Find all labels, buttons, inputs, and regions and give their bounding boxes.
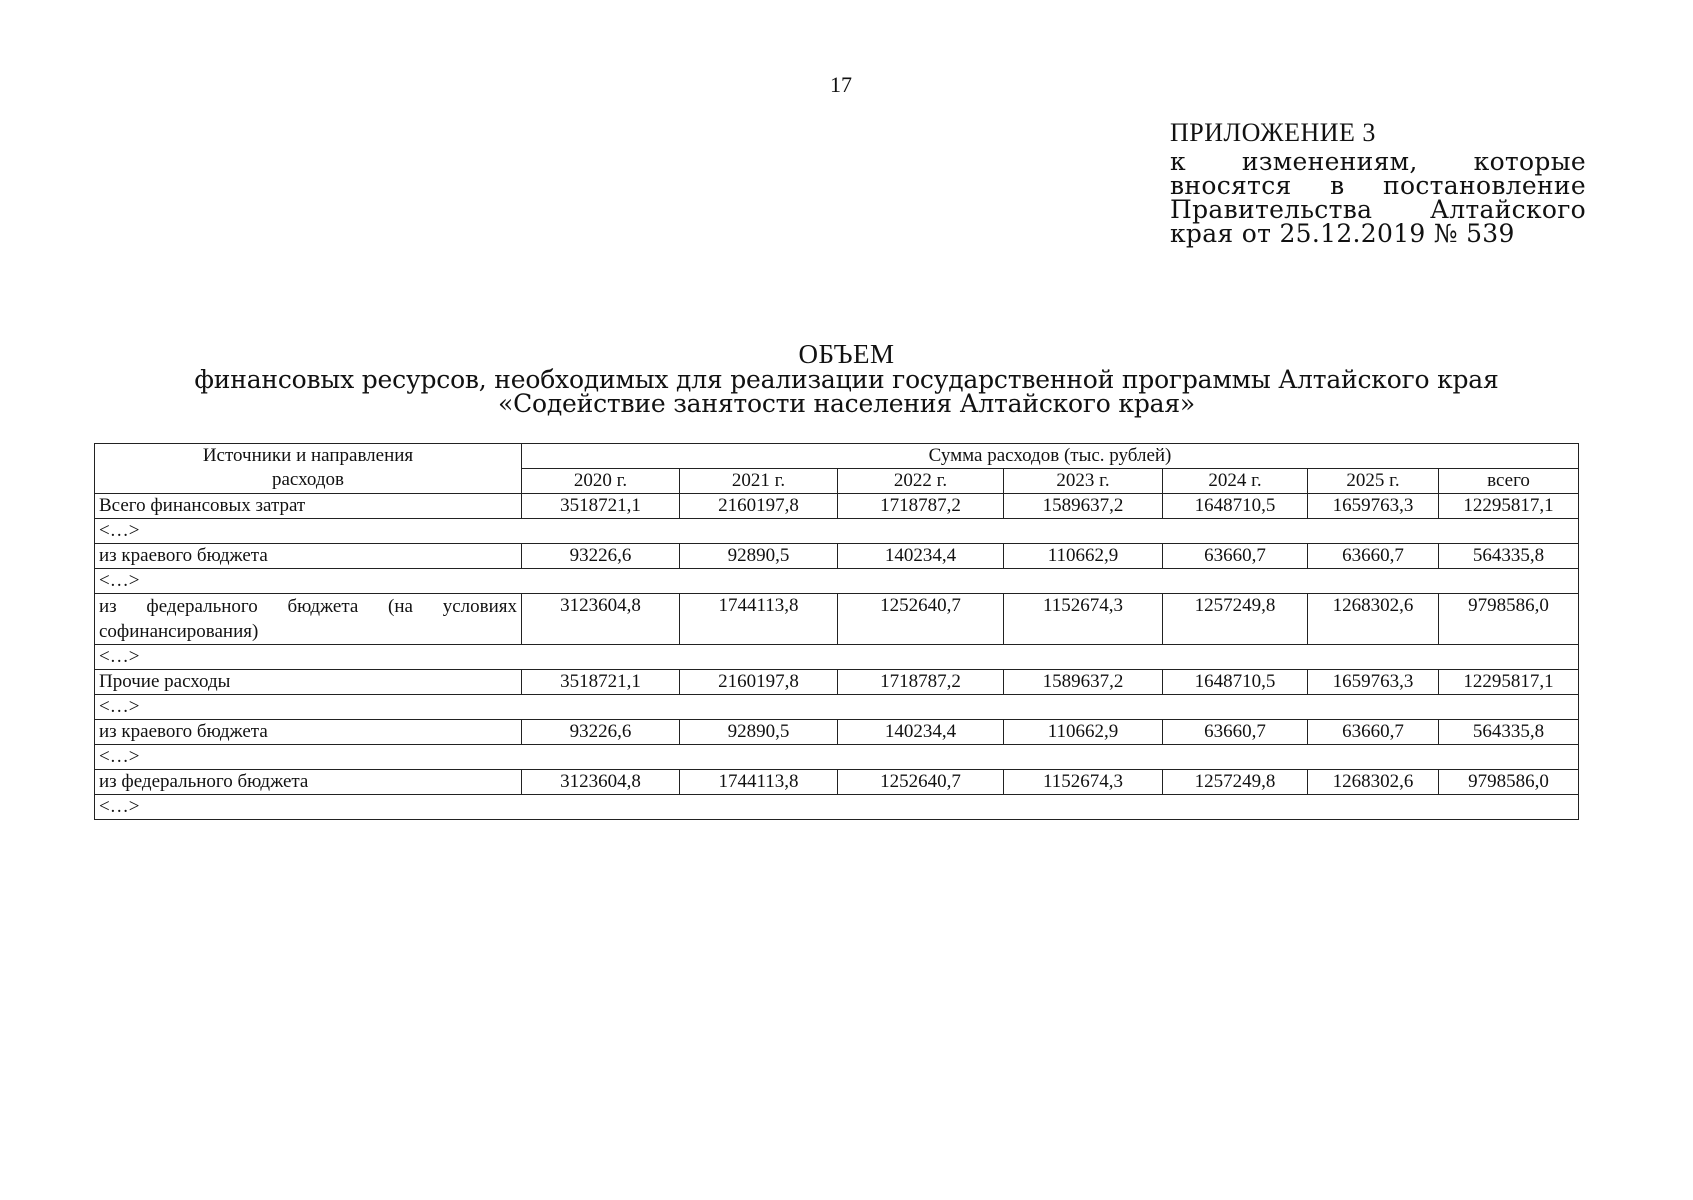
table-cell: 1268302,6 — [1308, 770, 1439, 795]
ellipsis-cell: <…> — [95, 569, 1579, 594]
table-cell: 1659763,3 — [1308, 494, 1439, 519]
row-label: из федерального бюджета (на условиях софинансирования) — [95, 594, 522, 645]
ellipsis-row — [95, 569, 1579, 594]
table-cell: 12295817,1 — [1439, 670, 1579, 695]
table-row — [95, 594, 1579, 645]
year-header: 2025 г. — [1308, 469, 1439, 494]
table-cell: 3123604,8 — [522, 594, 680, 645]
table-row — [95, 720, 1579, 745]
appendix-title: ПРИЛОЖЕНИЕ 3 — [1170, 118, 1376, 147]
table-cell: 1718787,2 — [838, 494, 1004, 519]
table-row — [95, 670, 1579, 695]
source-header-line-2: расходов — [272, 469, 344, 490]
table-cell: 93226,6 — [522, 720, 680, 745]
year-header: 2022 г. — [838, 469, 1004, 494]
year-header: 2021 г. — [680, 469, 838, 494]
table-cell: 9798586,0 — [1439, 770, 1579, 795]
ellipsis-row — [95, 519, 1579, 544]
ellipsis-row — [95, 795, 1579, 820]
heading-line-1: финансовых ресурсов, необходимых для реализации государственной программы Алтайского края — [194, 365, 1499, 394]
table-cell: 2160197,8 — [680, 494, 838, 519]
year-header: 2024 г. — [1163, 469, 1308, 494]
table-cell: 1648710,5 — [1163, 494, 1308, 519]
document-heading — [0, 340, 1693, 416]
table-cell: 1257249,8 — [1163, 770, 1308, 795]
table-cell: 1744113,8 — [680, 594, 838, 645]
year-header: 2020 г. — [522, 469, 680, 494]
table-cell: 564335,8 — [1439, 544, 1579, 569]
source-header — [95, 444, 522, 494]
table-cell: 1744113,8 — [680, 770, 838, 795]
table-cell: 63660,7 — [1308, 720, 1439, 745]
row-label: из краевого бюджета — [95, 720, 522, 745]
row-label: Прочие расходы — [95, 670, 522, 695]
table-cell: 2160197,8 — [680, 670, 838, 695]
table-row — [95, 544, 1579, 569]
ellipsis-cell: <…> — [95, 795, 1579, 820]
row-label: Всего финансовых затрат — [95, 494, 522, 519]
ellipsis-cell: <…> — [95, 519, 1579, 544]
source-header-line-1: Источники и направления — [202, 445, 414, 466]
table-cell: 93226,6 — [522, 544, 680, 569]
ellipsis-cell: <…> — [95, 695, 1579, 720]
table-cell: 63660,7 — [1163, 720, 1308, 745]
table-cell: 1257249,8 — [1163, 594, 1308, 645]
table-cell: 9798586,0 — [1439, 594, 1579, 645]
heading-title: ОБЪЕМ — [798, 339, 895, 369]
table-cell: 1268302,6 — [1308, 594, 1439, 645]
table-cell: 1589637,2 — [1004, 670, 1163, 695]
table-cell: 3123604,8 — [522, 770, 680, 795]
table-cell: 1252640,7 — [838, 594, 1004, 645]
ellipsis-cell: <…> — [95, 645, 1579, 670]
table-cell: 110662,9 — [1004, 720, 1163, 745]
appendix-text: к изменениям, которые вносятся в постановление Правительства Алтайского края от 25.12.2019 № 539 — [1170, 147, 1586, 248]
sum-header: Сумма расходов (тыс. рублей) — [522, 444, 1579, 469]
ellipsis-row — [95, 695, 1579, 720]
table-cell: 110662,9 — [1004, 544, 1163, 569]
table-cell: 63660,7 — [1163, 544, 1308, 569]
table-cell: 12295817,1 — [1439, 494, 1579, 519]
table-cell: 140234,4 — [838, 544, 1004, 569]
table-row — [95, 494, 1579, 519]
table-cell: 63660,7 — [1308, 544, 1439, 569]
table-cell: 1718787,2 — [838, 670, 1004, 695]
table-cell: 92890,5 — [680, 544, 838, 569]
ellipsis-row — [95, 645, 1579, 670]
total-header: всего — [1439, 469, 1579, 494]
budget-table — [94, 443, 1579, 820]
table-row — [95, 770, 1579, 795]
table-cell: 140234,4 — [838, 720, 1004, 745]
ellipsis-row — [95, 745, 1579, 770]
table-cell: 1589637,2 — [1004, 494, 1163, 519]
table-cell: 564335,8 — [1439, 720, 1579, 745]
heading-line-2: «Содействие занятости населения Алтайского края» — [497, 389, 1195, 418]
table-cell: 1152674,3 — [1004, 770, 1163, 795]
table-cell: 3518721,1 — [522, 494, 680, 519]
table-cell: 1648710,5 — [1163, 670, 1308, 695]
appendix-block — [1170, 118, 1586, 246]
table-cell: 92890,5 — [680, 720, 838, 745]
row-label: из краевого бюджета — [95, 544, 522, 569]
table-cell: 1152674,3 — [1004, 594, 1163, 645]
ellipsis-cell: <…> — [95, 745, 1579, 770]
row-label: из федерального бюджета — [95, 770, 522, 795]
table-cell: 3518721,1 — [522, 670, 680, 695]
page-number: 17 — [830, 72, 852, 97]
year-header: 2023 г. — [1004, 469, 1163, 494]
table-cell: 1659763,3 — [1308, 670, 1439, 695]
table-cell: 1252640,7 — [838, 770, 1004, 795]
